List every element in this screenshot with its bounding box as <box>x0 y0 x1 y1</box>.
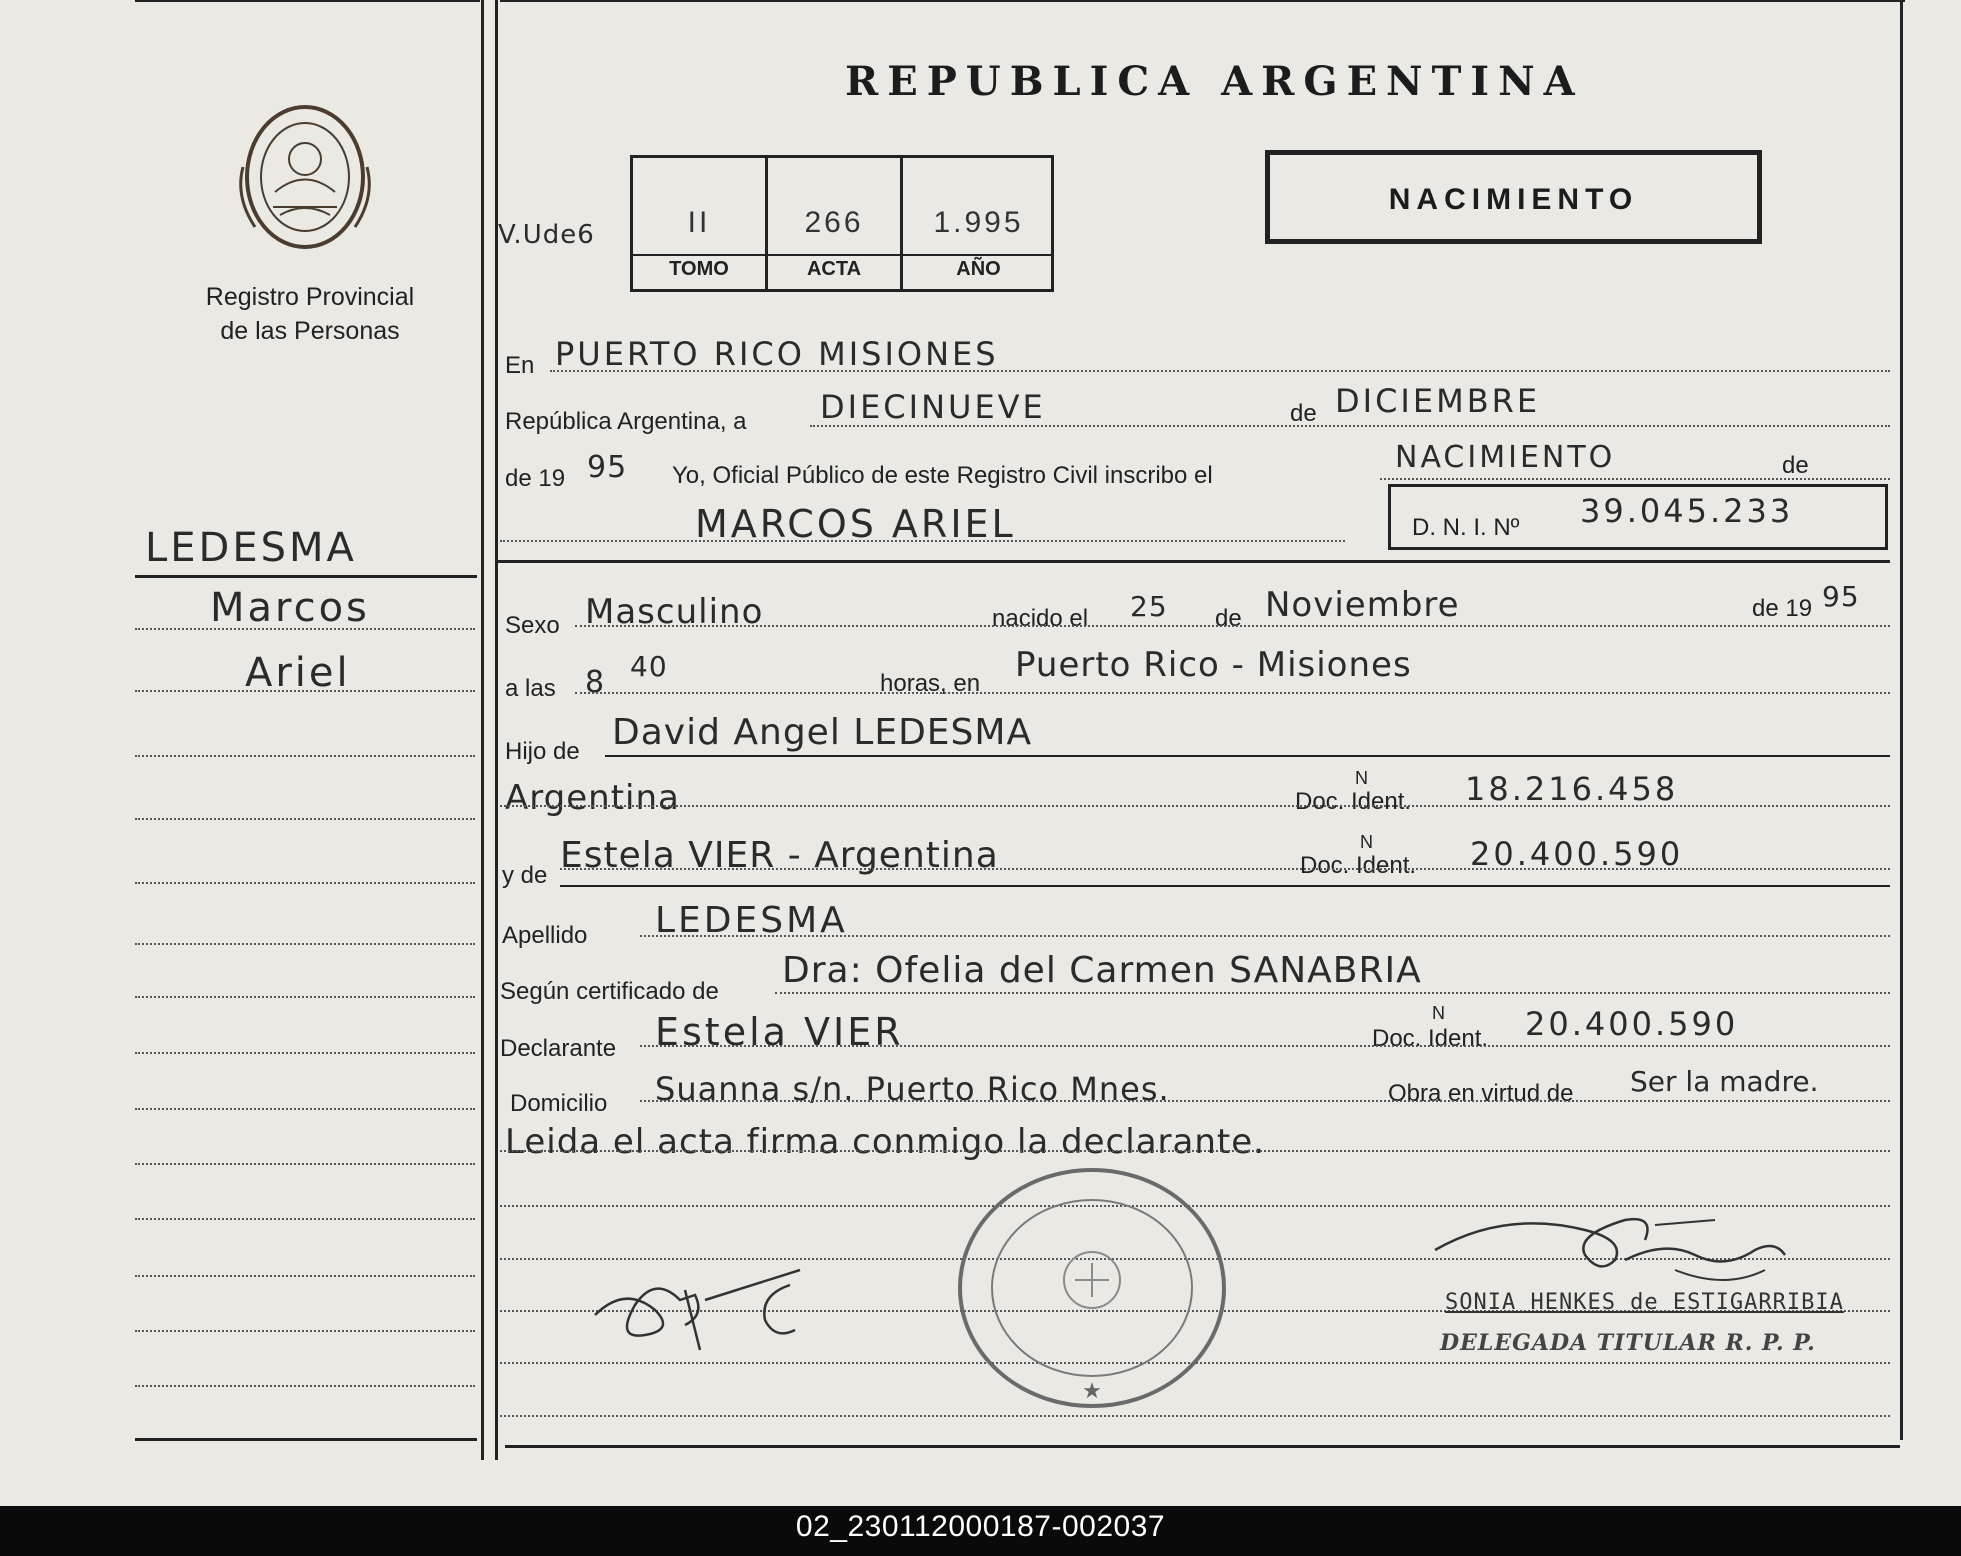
label-doc-n-madre: N <box>1360 832 1373 852</box>
value-mes-inscripcion: DICIEMBRE <box>1335 382 1541 420</box>
value-declarante-doc: 20.400.590 <box>1525 1005 1739 1043</box>
value-dia-nac: 25 <box>1130 590 1168 623</box>
rule-sexo <box>575 625 1890 627</box>
value-domicilio: Suanna s/n. Puerto Rico Mnes. <box>655 1070 1170 1108</box>
rule-declarante <box>640 1045 1890 1047</box>
label-nacido-el: nacido el <box>992 605 1089 632</box>
value-nombre: MARCOS ARIEL <box>695 502 1016 546</box>
anio-value: 1.995 <box>933 206 1024 239</box>
value-anio-inscripcion: 95 <box>587 450 628 485</box>
value-madre-doc: 20.400.590 <box>1470 835 1684 873</box>
value-padre-nac: Argentina <box>505 778 680 818</box>
svg-text:★: ★ <box>1082 1379 1102 1404</box>
top-border-left <box>135 0 480 2</box>
label-apellido: Apellido <box>502 922 588 949</box>
margin-rule <box>135 755 475 757</box>
value-certificado: Dra: Ofelia del Carmen SANABRIA <box>782 950 1422 991</box>
value-minutos: 40 <box>630 650 668 683</box>
label-doc-ident-padre: Doc. Ident. <box>1295 788 1412 815</box>
margin-surname-rule <box>135 575 477 578</box>
value-anio-nac: 95 <box>1822 580 1860 613</box>
margin-rule <box>135 1330 475 1332</box>
margin-rule <box>135 1275 475 1277</box>
rule-nombre <box>500 540 1345 542</box>
margin-rule <box>135 1385 475 1387</box>
rule-certificado <box>775 992 1890 994</box>
label-obra: Obra en virtud de <box>1388 1080 1574 1107</box>
rule-lugar <box>550 370 1890 372</box>
label-a-las: a las <box>505 675 556 702</box>
margin-rule <box>135 818 475 820</box>
value-leida: Leida el acta firma conmigo la declarante. <box>505 1122 1265 1162</box>
officer-name: SONIA HENKES de ESTIGARRIBIA <box>1445 1290 1844 1315</box>
rule-horas <box>575 692 1890 694</box>
value-acto: NACIMIENTO <box>1395 440 1616 475</box>
rule-apellido <box>640 935 1890 937</box>
anio-cell <box>903 158 1054 289</box>
blank-rule <box>500 1415 1890 1417</box>
margin-divider-inner <box>495 0 498 1460</box>
label-horas-en: horas, en <box>880 670 981 697</box>
value-lugar: PUERTO RICO MISIONES <box>555 335 999 373</box>
declarant-signature-icon <box>585 1255 815 1355</box>
rule-domicilio <box>640 1100 1890 1102</box>
label-domicilio: Domicilio <box>510 1090 608 1117</box>
label-de: de <box>1290 400 1317 427</box>
value-dia-inscripcion: DIECINUEVE <box>820 388 1046 426</box>
margin-note: V.Ude6 <box>498 220 595 250</box>
rule-padre-doc <box>500 805 1890 807</box>
margin-divider <box>481 0 484 1460</box>
label-y-de: y de <box>502 862 548 889</box>
label-dni: D. N. I. Nº <box>1412 514 1520 541</box>
margin-name-2: Ariel <box>245 650 351 696</box>
rule-acto <box>1380 478 1890 480</box>
rule-madre-2 <box>560 885 1890 887</box>
registry-stamp-icon <box>950 1160 1235 1415</box>
label-en: En <box>505 352 535 379</box>
value-dni: 39.045.233 <box>1580 492 1794 530</box>
acta-cell <box>768 158 903 289</box>
value-hora: 8 <box>585 665 608 700</box>
margin-rule <box>135 1163 475 1165</box>
rule-padre <box>605 755 1890 757</box>
value-mes-nac: Noviembre <box>1265 585 1460 625</box>
label-hijo-de: Hijo de <box>505 738 580 765</box>
value-lugar-nac: Puerto Rico - Misiones <box>1015 645 1412 685</box>
label-segun: Según certificado de <box>500 978 719 1005</box>
margin-rule <box>135 996 475 998</box>
value-padre: David Angel LEDESMA <box>612 712 1033 753</box>
margin-name-1: Marcos <box>210 585 370 631</box>
margin-surname: LEDESMA <box>145 525 357 571</box>
value-madre: Estela VIER - Argentina <box>560 835 999 876</box>
record-ref-table <box>630 155 1054 292</box>
bottom-rule <box>505 1445 1900 1448</box>
label-declarante: Declarante <box>500 1035 617 1062</box>
label-de-19: de 19 <box>505 465 566 492</box>
record-type-box <box>1265 150 1762 244</box>
rule-fecha <box>810 425 1890 427</box>
margin-rule <box>135 690 475 692</box>
margin-rule <box>135 1108 475 1110</box>
officer-signature-icon <box>1425 1200 1805 1300</box>
tomo-value: II <box>687 206 711 239</box>
margin-bottom-rule <box>135 1438 477 1441</box>
label-yo-oficial: Yo, Oficial Público de este Registro Civil inscribo el <box>672 462 1213 489</box>
tomo-label: TOMO <box>669 258 729 280</box>
acta-label: ACTA <box>806 258 862 280</box>
value-sexo: Masculino <box>585 592 764 632</box>
registry-line-1: Registro Provincial <box>205 283 415 311</box>
label-sexo: Sexo <box>505 612 560 639</box>
image-label: 02_230112000187-002037 <box>795 1510 1166 1543</box>
record-type: NACIMIENTO <box>1388 183 1639 216</box>
value-obra: Ser la madre. <box>1630 1065 1819 1098</box>
margin-rule <box>135 628 475 630</box>
registry-name <box>150 280 470 348</box>
margin-rule <box>135 1052 475 1054</box>
top-border-right <box>500 0 1905 2</box>
label-de-2: de <box>1782 452 1809 479</box>
value-declarante: Estela VIER <box>655 1010 904 1054</box>
officer-title: DELEGADA TITULAR R. P. P. <box>1440 1330 1816 1356</box>
tomo-cell <box>633 158 768 289</box>
label-republica: República Argentina, a <box>505 408 747 435</box>
document-title: REPUBLICA ARGENTINA <box>845 58 1584 105</box>
label-de-19-nac: de 19 <box>1752 595 1813 622</box>
province-seal-icon <box>235 97 375 257</box>
label-doc-n-declarante: N <box>1432 1003 1445 1023</box>
margin-rule <box>135 943 475 945</box>
label-doc-ident-declarante: Doc. Ident. <box>1372 1025 1489 1052</box>
rule-leida <box>500 1150 1890 1152</box>
value-padre-doc: 18.216.458 <box>1465 770 1679 808</box>
label-de-3: de <box>1215 605 1242 632</box>
registry-line-2: de las Personas <box>220 317 400 345</box>
label-doc-ident-madre: Doc. Ident. <box>1300 852 1417 879</box>
margin-rule <box>135 882 475 884</box>
section-rule <box>495 560 1890 563</box>
label-doc-n-padre: N <box>1355 768 1368 788</box>
value-apellido: LEDESMA <box>655 900 848 941</box>
acta-value: 266 <box>804 206 864 239</box>
right-border <box>1900 0 1903 1440</box>
anio-label: AÑO <box>956 258 1001 280</box>
rule-madre <box>560 868 1890 870</box>
margin-rule <box>135 1218 475 1220</box>
